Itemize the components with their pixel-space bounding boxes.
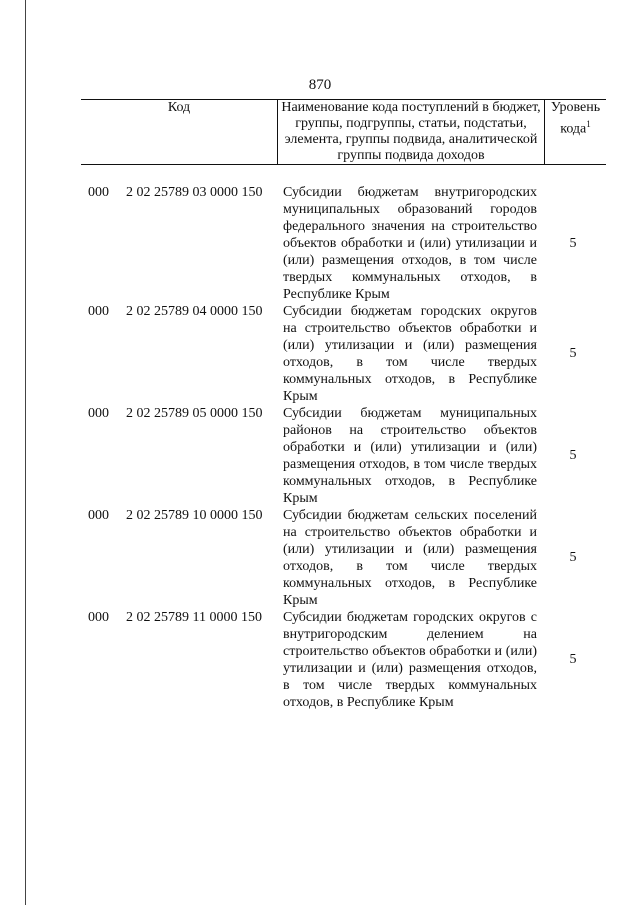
row-income-code: 2 02 25789 10 0000 150	[126, 508, 263, 523]
header-level-label: Уровень кода	[550, 100, 601, 137]
row-level: 5	[569, 652, 577, 667]
row-income-code: 2 02 25789 11 0000 150	[126, 610, 262, 625]
header-name: Наименование кода поступлений в бюджет, группы, подгруппы, статьи, подстатьи, элемента, группы подвида, аналитической группы подвида доходов	[278, 100, 545, 165]
row-admin-code: 000	[88, 406, 109, 421]
header-level	[545, 100, 607, 165]
row-admin-code: 000	[88, 508, 109, 523]
table-row	[0, 184, 640, 303]
row-income-code: 2 02 25789 05 0000 150	[126, 406, 263, 421]
table-row	[0, 405, 640, 507]
header-code: Код	[81, 100, 278, 165]
row-level: 5	[569, 448, 577, 463]
row-income-code: 2 02 25789 03 0000 150	[126, 185, 263, 200]
row-admin-code: 000	[88, 610, 109, 625]
table-row	[0, 507, 640, 609]
row-description: Субсидии бюджетам муниципальных районов на строительство объектов обработки и (или) утилизации и (или) размещения отходов, в том числе твердых коммунальных отходов, в Республике Крым	[283, 406, 537, 506]
row-level: 5	[569, 550, 577, 565]
page-number: 870	[308, 77, 332, 93]
row-level: 5	[569, 235, 577, 251]
row-description: Субсидии бюджетам городских округов с внутригородским делением на строительство объектов обработки и (или) утилизации и (или) размещения отходов, в том числе твердых коммунальных отходов, в Республике Крым	[283, 610, 537, 710]
table-row	[0, 303, 640, 405]
row-description: Субсидии бюджетам городских округов на строительство объектов обработки и (или) утилизации и (или) размещения отходов, в том числе твердых коммунальных отходов, в Республике Крым	[283, 304, 537, 404]
row-level: 5	[569, 346, 577, 361]
row-admin-code: 000	[88, 185, 109, 200]
row-admin-code: 000	[88, 304, 109, 319]
table-row	[0, 609, 640, 711]
table-body	[0, 184, 640, 711]
row-description: Субсидии бюджетам внутригородских муниципальных образований городов федерального значения на строительство объектов обработки и (или) утилизации и (или) размещения отходов, в том числе твердых коммунальных отходов, в Республике Крым	[283, 185, 537, 302]
row-description: Субсидии бюджетам сельских поселений на строительство объектов обработки и (или) утилизации и (или) размещения отходов, в том числе твердых коммунальных отходов, в Республике Крым	[283, 508, 537, 608]
header-level-footnote: 1	[586, 119, 591, 129]
table-header	[81, 99, 606, 165]
row-income-code: 2 02 25789 04 0000 150	[126, 304, 263, 319]
